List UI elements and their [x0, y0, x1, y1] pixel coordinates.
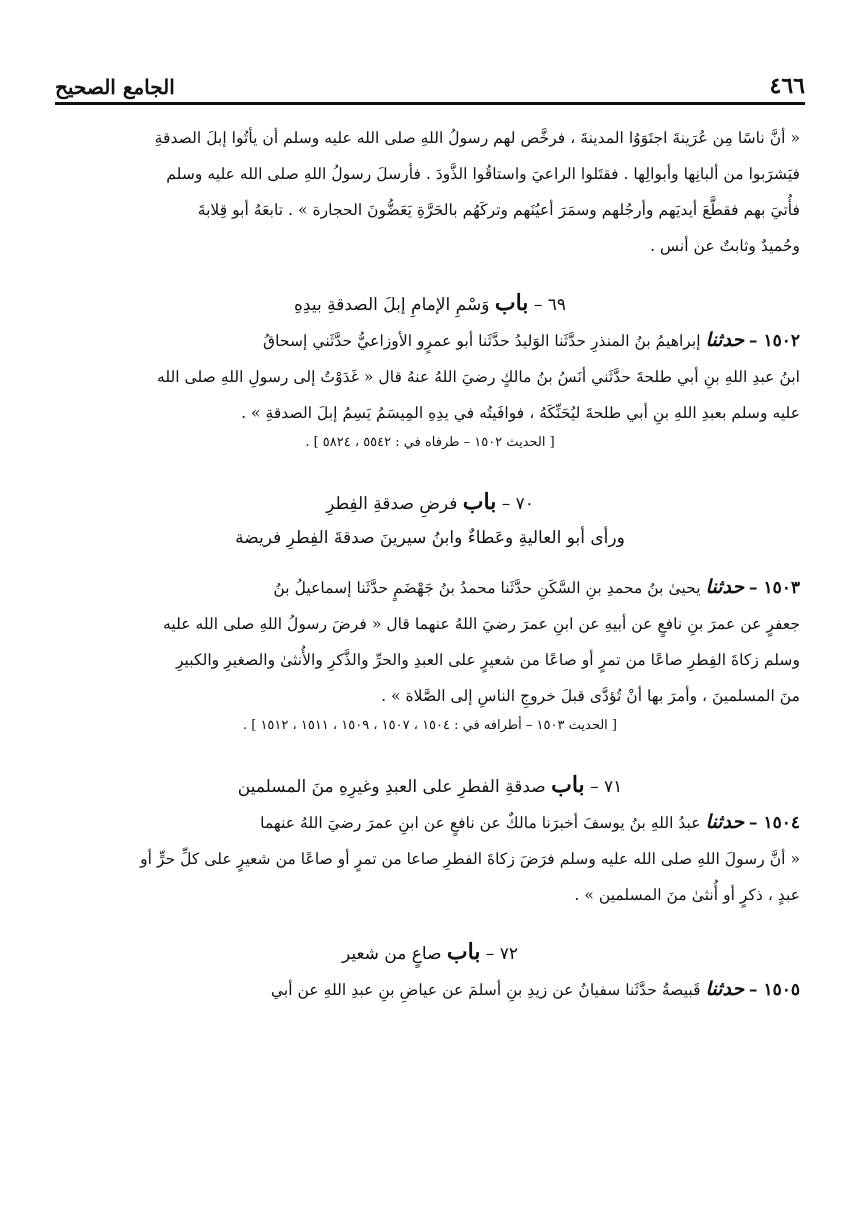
- chapter-title: صدقةِ الفطرِ على العبدِ وغيرِهِ منَ المسلمين: [237, 777, 546, 797]
- hadith-first-line: [60, 971, 800, 1008]
- chapter-number: ٧٢ –: [485, 944, 519, 964]
- bab-word: باب: [462, 489, 497, 515]
- hadith-text: عبدُ اللهِ بنُ يوسفَ أخبرَنا مالكٌ عن نافعٍ عن ابنِ عمرَ رضيَ اللهُ عنهما: [260, 814, 701, 832]
- text-line: عبدٍ ، ذكرٍ أو أُنثىٰ منَ المسلمين » .: [574, 886, 800, 904]
- page-number: ٤٦٦: [769, 73, 805, 99]
- chapter-number: ٦٩ –: [533, 295, 566, 315]
- hadith-first-line: [60, 804, 800, 841]
- text-line: وحُميدٌ وثابتٌ عن أنس .: [650, 237, 800, 255]
- bab-word: باب: [551, 772, 585, 798]
- text-line: وسلم زكاةَ الفِطرِ صاعًا من تمرٍ أو صاعًا من شعيرٍ على العبدِ والحرِّ والذَّكرِ والأُنثىٰ والصغيرِ والكبيرِ: [175, 651, 800, 669]
- chapter-number: ٧٠ –: [501, 494, 534, 514]
- haddathana-word: حدثنا: [705, 811, 745, 833]
- chapter-subtitle: ورأى أبو العاليةِ وعَطاءٌ وابنُ سيرينَ صدقةَ الفِطرِ فريضة: [235, 528, 625, 548]
- chapter-title: صاعٍ من شعير: [341, 944, 442, 964]
- text-line: منَ المسلمينَ ، وأمرَ بها أنْ تُؤدَّى قبلَ خروجِ الناسِ إلى الصَّلاة » .: [381, 687, 800, 705]
- text-line: « أنَّ رسولَ اللهِ صلى الله عليه وسلم فرَضَ زكاةَ الفطرِ صاعا من تمرٍ أو صاعًا من شعيرٍ على كلِّ حرٍّ أو: [140, 850, 800, 868]
- bab-word: باب: [494, 290, 529, 316]
- text-line: جعفرٍ عن عمرَ بنِ نافعٍ عن أبيهِ عن ابنِ عمرَ رضيَ اللهُ عنهما قال « فرضَ رسولُ اللهِ صلى الله عليه: [163, 615, 800, 633]
- page-body: [60, 120, 800, 1008]
- text-line: فأُتيَ بهم فقطَّعَ أيديَهم وأرجُلهم وسمَرَ أعيُنَهم وتركَهُم بالحَرَّةِ يَعَضُّونَ الحجارة » . تابعَهُ أبو قِلابةَ: [197, 201, 800, 219]
- haddathana-word: حدثنا: [705, 978, 745, 1000]
- bab-word: باب: [446, 939, 481, 965]
- chapter-heading-69: [60, 286, 800, 322]
- chapter-heading-72: [60, 935, 800, 971]
- haddathana-word: حدثنا: [705, 576, 745, 598]
- chapter-number: ٧١ –: [590, 777, 623, 797]
- hadith-number: ١٥٠٢ –: [749, 331, 800, 351]
- hadith-first-line: [60, 322, 800, 359]
- hadith-text: قَبيصةُ حدَّثَنا سفيانُ عن زيدِ بنِ أسلمَ عن عياضِ بنِ عبدِ اللهِ عن أبي: [270, 981, 701, 999]
- book-title: الجامع الصحيح: [55, 75, 175, 99]
- chapter-title: فرضِ صدقةِ الفِطرِ: [326, 494, 458, 514]
- chapter-title: وَسْمِ الإمامِ إبلَ الصدقةِ بيدِهِ: [294, 295, 490, 315]
- hadith-first-line: [60, 569, 800, 606]
- hadith-number: ١٥٠٤ –: [749, 813, 800, 833]
- text-line: « أنَّ ناسًا مِن عُرَينةَ اجتَوَوُا المدينةَ ، فرخَّص لهم رسولُ اللهِ صلى الله عليه وسلم أن يأتُوا إبلَ الصدقةِ: [154, 129, 800, 147]
- text-line: ابنُ عبدِ اللهِ بنِ أبي طلحةَ حدَّثَني أنَسُ بنُ مالكٍ رضيَ اللهُ عنهُ قال « غَدَوْتُ إلى رسولِ اللهِ صلى الله: [156, 368, 800, 386]
- hadith-number: ١٥٠٥ –: [749, 980, 800, 1000]
- hadith-text: يحيىٰ بنُ محمدِ بنِ السَّكَنِ حدَّثَنا محمدُ بنُ جَهْضَمٍ حدَّثَنا إسماعيلُ بنُ: [273, 579, 701, 597]
- hadith-reference: [ الحديث ١٥٠٣ – أطرافه في : ١٥٠٤ ، ١٥٠٧ ، ١٥٠٩ ، ١٥١١ ، ١٥١٢ ] .: [242, 718, 617, 733]
- text-line: عليه وسلم بعبدِ اللهِ بنِ أبي طلحةَ ليُحَنِّكَهُ ، فوافَيتُه في يدِهِ المِيسَمُ يَسِمُ إبلَ الصدقةِ » .: [241, 404, 800, 422]
- chapter-heading-70: [60, 485, 800, 521]
- haddathana-word: حدثنا: [705, 329, 745, 351]
- hadith-reference: [ الحديث ١٥٠٢ – طرفاه في : ٥٥٤٢ ، ٥٨٢٤ ] .: [305, 435, 555, 450]
- page-header: [55, 66, 805, 105]
- hadith-text: إبراهيمُ بنُ المنذرِ حدَّثَنا الوَليدُ حدَّثَنا أبو عمرٍو الأوزاعيُّ حدَّثَني إسحاقُ: [263, 332, 701, 350]
- hadith-number: ١٥٠٣ –: [749, 578, 800, 598]
- text-line: فيَشرَبوا من ألبانِها وأبوالِها . فقتَلوا الراعيَ واستاقُوا الذَّودَ . فأرسلَ رسولُ اللهِ صلى الله عليه وسلم: [166, 165, 800, 183]
- chapter-heading-71: [60, 768, 800, 804]
